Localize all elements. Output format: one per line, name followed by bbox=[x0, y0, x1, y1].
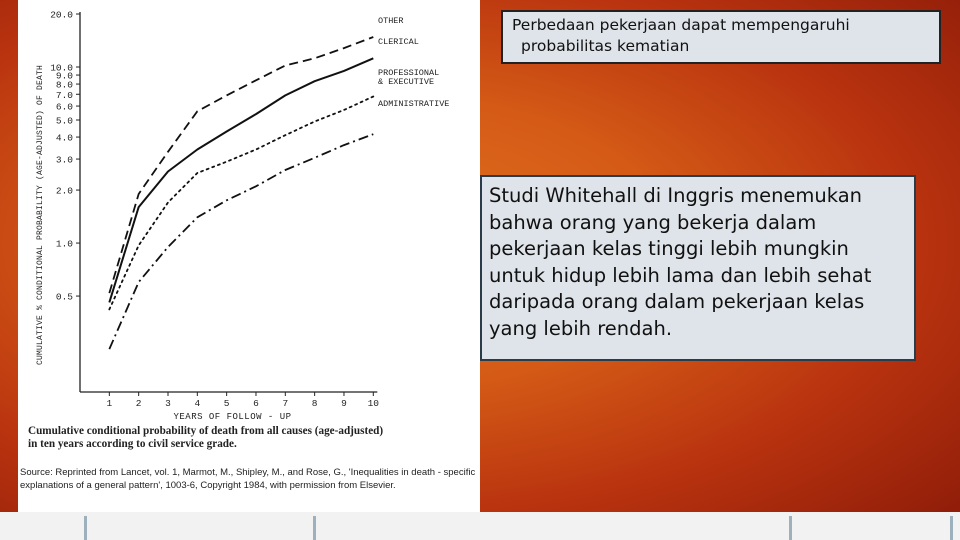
x-tick-label: 3 bbox=[165, 398, 171, 409]
callout-title-line-2: probabilitas kematian bbox=[521, 37, 690, 55]
strip-divider bbox=[313, 516, 316, 540]
strip-divider bbox=[789, 516, 792, 540]
source-note: Source: Reprinted from Lancet, vol. 1, Marmot, M., Shipley, M., and Rose, G., 'Inequalities in death - specific explanations of a general pattern', 1003-6, Copyright 1984, with permission from Elsevier. bbox=[20, 467, 476, 491]
strip-divider bbox=[84, 516, 87, 540]
series-line bbox=[109, 97, 373, 310]
y-tick-label: 10.0 bbox=[50, 62, 73, 74]
bottom-strip bbox=[0, 512, 960, 540]
chart-caption: Cumulative conditional probability of death from all causes (age-adjusted) bbox=[28, 425, 384, 437]
callout-finding-box bbox=[480, 175, 916, 361]
x-tick-label: 9 bbox=[341, 398, 347, 409]
y-tick-label: 2.0 bbox=[55, 185, 73, 197]
series-line bbox=[109, 134, 373, 349]
y-tick-label: 6.0 bbox=[55, 101, 73, 113]
y-tick-label: 4.0 bbox=[55, 132, 73, 144]
y-tick-label: 7.0 bbox=[55, 89, 73, 101]
y-tick-label: 3.0 bbox=[55, 154, 73, 166]
x-tick-label: 5 bbox=[223, 398, 230, 409]
x-tick-label: 8 bbox=[311, 398, 318, 409]
x-tick-label: 4 bbox=[194, 398, 201, 409]
x-axis-label: YEARS OF FOLLOW - UP bbox=[173, 412, 292, 422]
y-tick-label: 9.0 bbox=[55, 70, 73, 82]
x-tick-label: 7 bbox=[282, 398, 289, 409]
y-tick-label: 1.0 bbox=[55, 238, 73, 250]
x-tick-label: 1 bbox=[106, 398, 113, 409]
y-axis-label: CUMULATIVE % CONDITIONAL PROBABILITY (AGE-ADJUSTED) OF DEATH bbox=[36, 64, 45, 366]
series-label: OTHER bbox=[378, 16, 404, 26]
series-label: ADMINISTRATIVE bbox=[378, 99, 450, 109]
callout-title-box bbox=[501, 10, 941, 64]
callout-title-line-1: Perbedaan pekerjaan dapat mempengaruhi bbox=[512, 16, 850, 34]
y-tick-label: 20.0 bbox=[50, 9, 73, 21]
y-tick-label: 0.5 bbox=[55, 291, 73, 303]
callout-finding-text: Studi Whitehall di Inggris menemukan bahwa orang yang bekerja dalam pekerjaan kelas tinggi lebih mungkin untuk hidup lebih lama dan lebih sehat daripada orang dalam pekerjaan kelas yang lebih rendah. bbox=[489, 184, 872, 340]
strip-divider bbox=[950, 516, 953, 540]
x-tick-label: 6 bbox=[253, 398, 259, 409]
figure-panel bbox=[18, 0, 480, 512]
x-tick-label: 10 bbox=[367, 398, 380, 409]
series-label: CLERICAL bbox=[378, 37, 419, 47]
mortality-chart bbox=[18, 0, 480, 462]
series-label: & EXECUTIVE bbox=[378, 77, 435, 87]
chart-caption: in ten years according to civil service grade. bbox=[28, 438, 237, 450]
y-tick-label: 5.0 bbox=[55, 115, 73, 127]
series-label: PROFESSIONAL bbox=[378, 68, 440, 78]
y-tick-label: 8.0 bbox=[55, 79, 73, 91]
x-tick-label: 2 bbox=[135, 398, 142, 409]
